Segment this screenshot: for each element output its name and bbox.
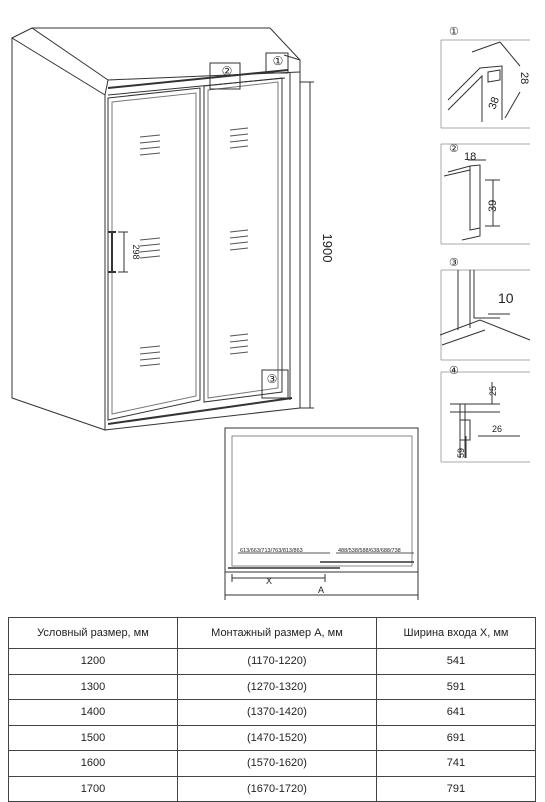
mounting-size: (1470-1520) [177,725,376,751]
detail-4-dim-c: 59 [456,447,466,458]
table-row [9,725,536,751]
detail-2-marker: ② [449,143,459,155]
detail-3-dim: 10 [498,290,514,306]
detail-3 [440,270,530,360]
table-row [9,700,536,726]
table-row [9,649,536,675]
detail-3-marker: ③ [449,257,459,269]
table-header-row [9,618,536,649]
entry-width: 641 [376,700,535,726]
nominal-size: 1400 [9,700,178,726]
entry-width: 741 [376,751,535,777]
entry-width: 541 [376,649,535,675]
mounting-size: (1670-1720) [177,776,376,802]
callout-1: ① [272,54,284,68]
plan-a-label: A [318,585,325,595]
detail-2-dim-a: 18 [464,151,477,163]
detail-4 [441,372,530,462]
detail-1-dim-a: 28 [518,72,530,85]
plan-left-range: 613/663/713/763/813/863 [240,548,303,554]
header-entry-width: Ширина входа X, мм [376,618,535,649]
nominal-size: 1300 [9,674,178,700]
table-row [9,751,536,777]
plan-right-range: 488/538/588/638/688/738 [338,548,401,554]
plan-view [225,428,418,600]
table-row [9,674,536,700]
detail-1-dim-b: 38 [486,95,503,112]
nominal-size: 1200 [9,649,178,675]
detail-4-dim-a: 25 [488,385,498,396]
detail-2-dim-b: 39 [487,199,499,212]
nominal-size: 1500 [9,725,178,751]
mounting-size: (1170-1220) [177,649,376,675]
detail-4-marker: ④ [449,365,459,377]
entry-width: 591 [376,674,535,700]
handle-dimension: 298 [131,244,141,260]
detail-1 [441,40,530,128]
entry-width: 791 [376,776,535,802]
header-nominal-size: Условный размер, мм [9,618,178,649]
main-view [12,28,314,430]
callout-3: ③ [266,372,278,386]
plan-x-label: X [266,576,273,586]
detail-2 [441,144,530,244]
mounting-size: (1570-1620) [177,751,376,777]
nominal-size: 1600 [9,751,178,777]
table-row [9,776,536,802]
nominal-size: 1700 [9,776,178,802]
detail-4-dim-b: 26 [492,424,503,434]
callout-2: ② [221,64,233,78]
mounting-size: (1370-1420) [177,700,376,726]
detail-1-marker: ① [449,26,459,38]
entry-width: 691 [376,725,535,751]
header-mounting-size: Монтажный размер A, мм [177,618,376,649]
size-table [8,617,536,802]
height-dimension: 1900 [320,233,335,263]
mounting-size: (1270-1320) [177,674,376,700]
